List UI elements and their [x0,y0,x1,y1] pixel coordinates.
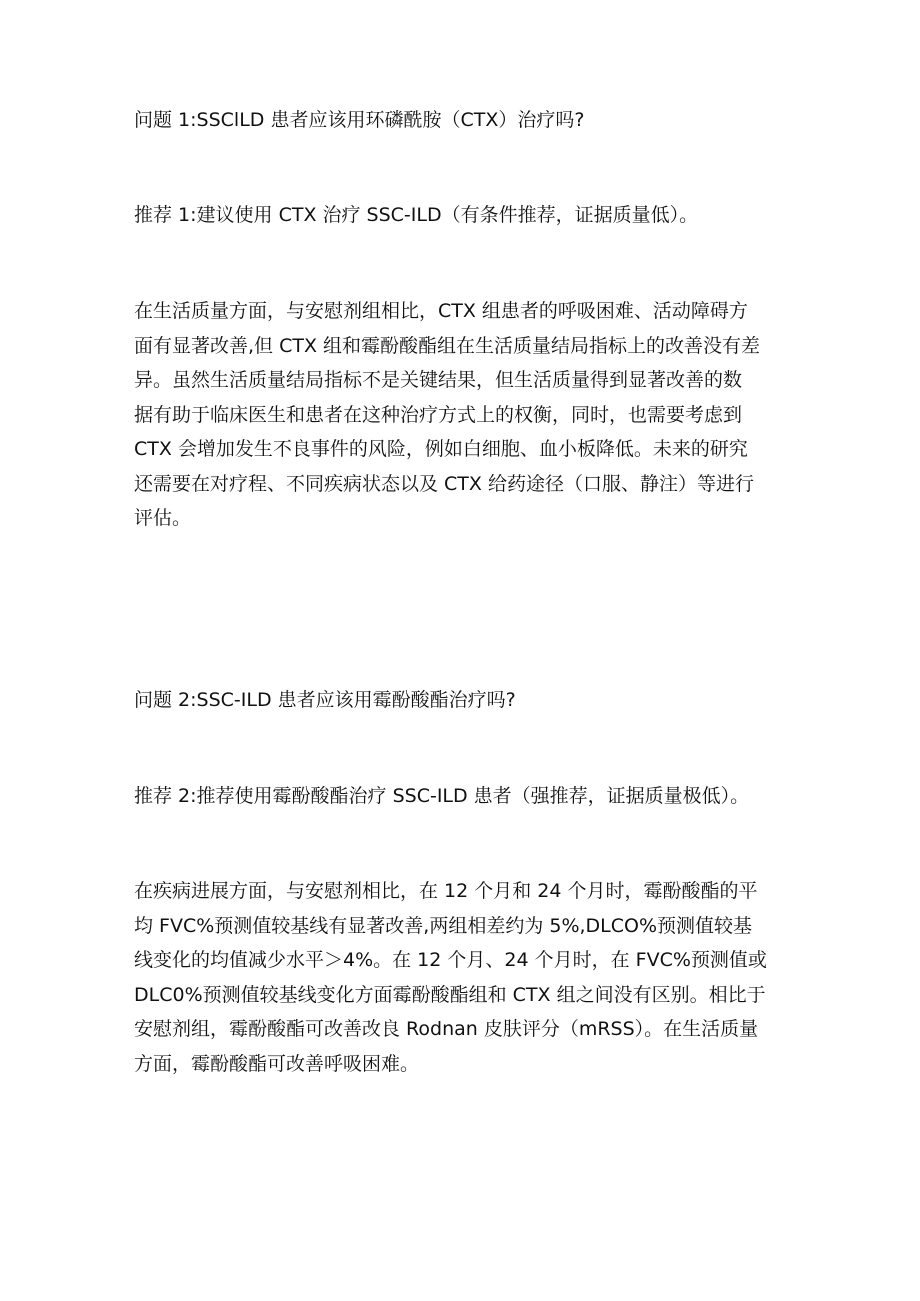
paragraph-2-line: DLC0%预测值较基线变化方面霉酚酸酯组和 CTX 组之间没有区别。相比于 [134,983,766,1006]
paragraph-2 [134,874,788,1081]
question-2-heading: 问题 2:SSC-ILD 患者应该用霉酚酸酯治疗吗? [134,689,516,711]
paragraph-2-line: 在疾病进展方面，与安慰剂相比，在 12 个月和 24 个月时，霉酚酸酯的平 [134,880,758,902]
paragraph-1-line: CTX 会增加发生不良事件的风险，例如白细胞、血小板降低。未来的研究 [134,438,748,460]
paragraph-2-line: 方面，霉酚酸酯可改善呼吸困难。 [134,1052,420,1075]
recommendation-2-heading: 推荐 2:推荐使用霉酚酸酯治疗 SSC-ILD 患者（强推荐，证据质量极低）。 [134,785,750,807]
paragraph-1-line: 评估。 [134,507,192,529]
paragraph-2-line: 安慰剂组，霉酚酸酯可改善改良 Rodnan 皮肤评分（mRSS）。在生活质量 [134,1018,759,1040]
paragraph-1-line: 还需要在对疗程、不同疾病状态以及 CTX 给药途径（口服、静注）等进行 [134,472,754,495]
recommendation-1-heading: 推荐 1:建议使用 CTX 治疗 SSC-ILD（有条件推荐，证据质量低）。 [134,204,699,226]
paragraph-1-line: 在生活质量方面，与安慰剂组相比，CTX 组患者的呼吸困难、活动障碍方 [134,300,748,322]
question-1-heading: 问题 1:SSClLD 患者应该用环磷酰胺（CTX）治疗吗? [134,109,585,131]
paragraph-1 [134,294,788,536]
paragraph-2-line: 线变化的均值减少水平＞4%。在 12 个月、24 个月时，在 FVC%预测值或 [134,949,767,971]
paragraph-1-line: 面有显著改善,但 CTX 组和霉酚酸酯组在生活质量结局指标上的改善没有差 [134,334,761,357]
paragraph-1-line: 据有助于临床医生和患者在这种治疗方式上的权衡，同时，也需要考虑到 [134,403,743,426]
paragraph-1-line: 异。虽然生活质量结局指标不是关键结果，但生活质量得到显著改善的数 [134,369,743,391]
paragraph-2-line: 均 FVC%预测值较基线有显著改善,两组相差约为 5%,DLCO%预测值较基 [134,914,753,937]
